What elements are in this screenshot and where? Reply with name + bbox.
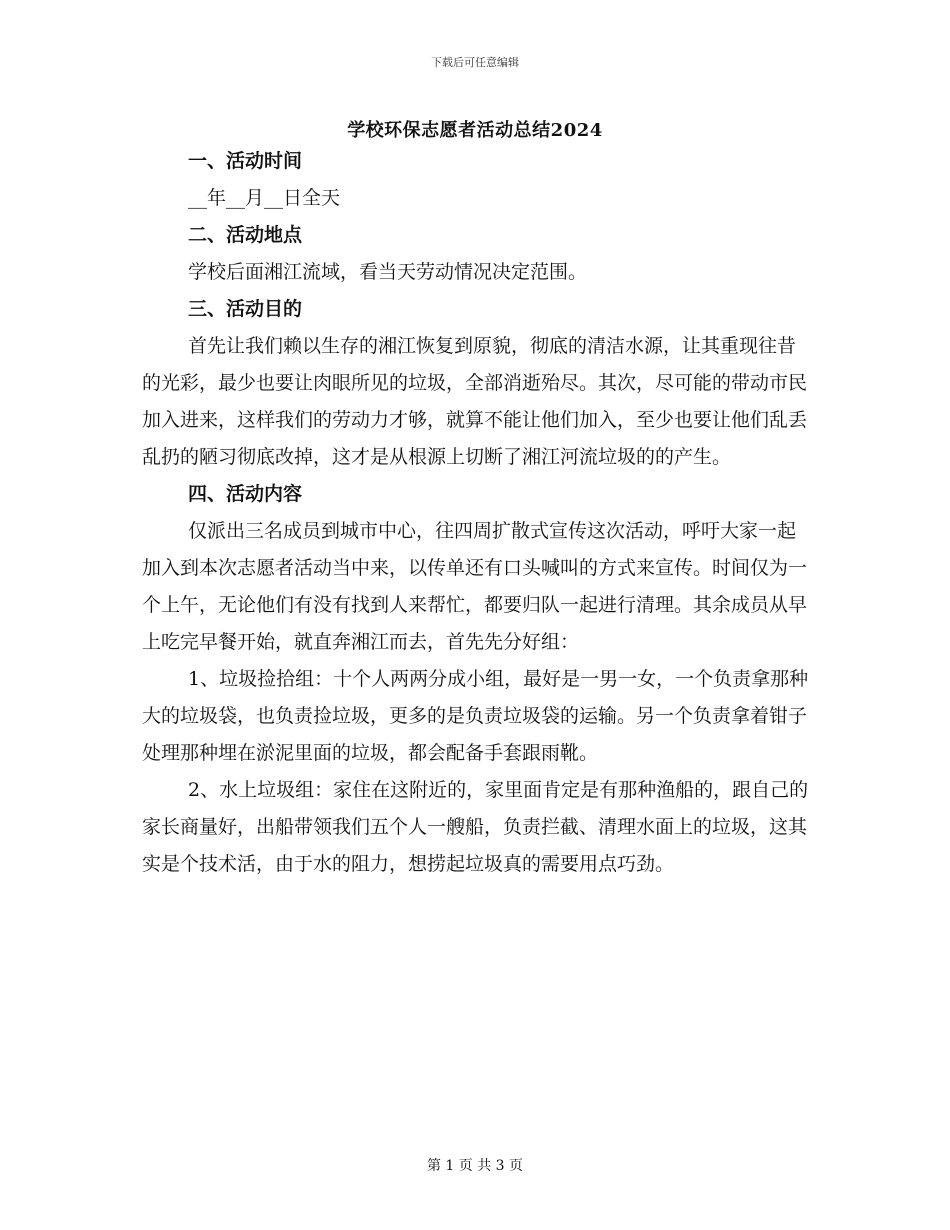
section-paragraph-content-group-1: 1、垃圾捡拾组：十个人两两分成小组，最好是一男一女，一个负责拿那种大的垃圾袋，也负责捡垃圾，更多的是负责垃圾袋的运输。另一个负责拿着钳子处理那种埋在淤泥里面的垃圾，都会配备手套跟雨靴。 [142, 668, 809, 764]
document-title: 学校环保志愿者活动总结2024 [347, 120, 603, 141]
section-heading-content: 四、活动内容 [188, 483, 303, 505]
section-paragraph-location: 学校后面湘江流域，看当天劳动情况决定范围。 [188, 261, 588, 283]
section-heading-time: 一、活动时间 [188, 150, 303, 172]
section-paragraph-purpose: 首先让我们赖以生存的湘江恢复到原貌，彻底的清洁水源，让其重现往昔的光彩，最少也要让肉眼所见的垃圾，全部消逝殆尽。其次，尽可能的带动市民加入进来，这样我们的劳动力才够，就算不能让他们加入，至少也要让他们乱丢乱扔的陋习彻底改掉，这才是从根源上切断了湘江河流垃圾的的产生。 [142, 335, 808, 468]
section-paragraph-content-group-2: 2、水上垃圾组：家住在这附近的，家里面肯定是有那种渔船的，跟自己的家长商量好，出船带领我们五个人一艘船，负责拦截、清理水面上的垃圾，这其实是个技术活，由于水的阻力，想捞起垃圾真的需要用点巧劲。 [142, 779, 809, 875]
section-heading-location: 二、活动地点 [188, 224, 303, 246]
header-note: 下载后可任意编辑 [431, 56, 519, 69]
document-body [142, 143, 810, 883]
section-heading-purpose: 三、活动目的 [188, 298, 303, 320]
page-number-footer: 第 1 页 共 3 页 [426, 1158, 524, 1174]
section-paragraph-content-intro: 仅派出三名成员到城市中心，往四周扩散式宣传这次活动，呼吁大家一起加入到本次志愿者活动当中来，以传单还有口头喊叫的方式来宣传。时间仅为一个上午，无论他们有没有找到人来帮忙，都要归队一起进行清理。其余成员从早上吃完早餐开始，就直奔湘江而去，首先先分好组： [142, 520, 808, 653]
section-paragraph-time: __年__月__日全天 [188, 187, 341, 209]
